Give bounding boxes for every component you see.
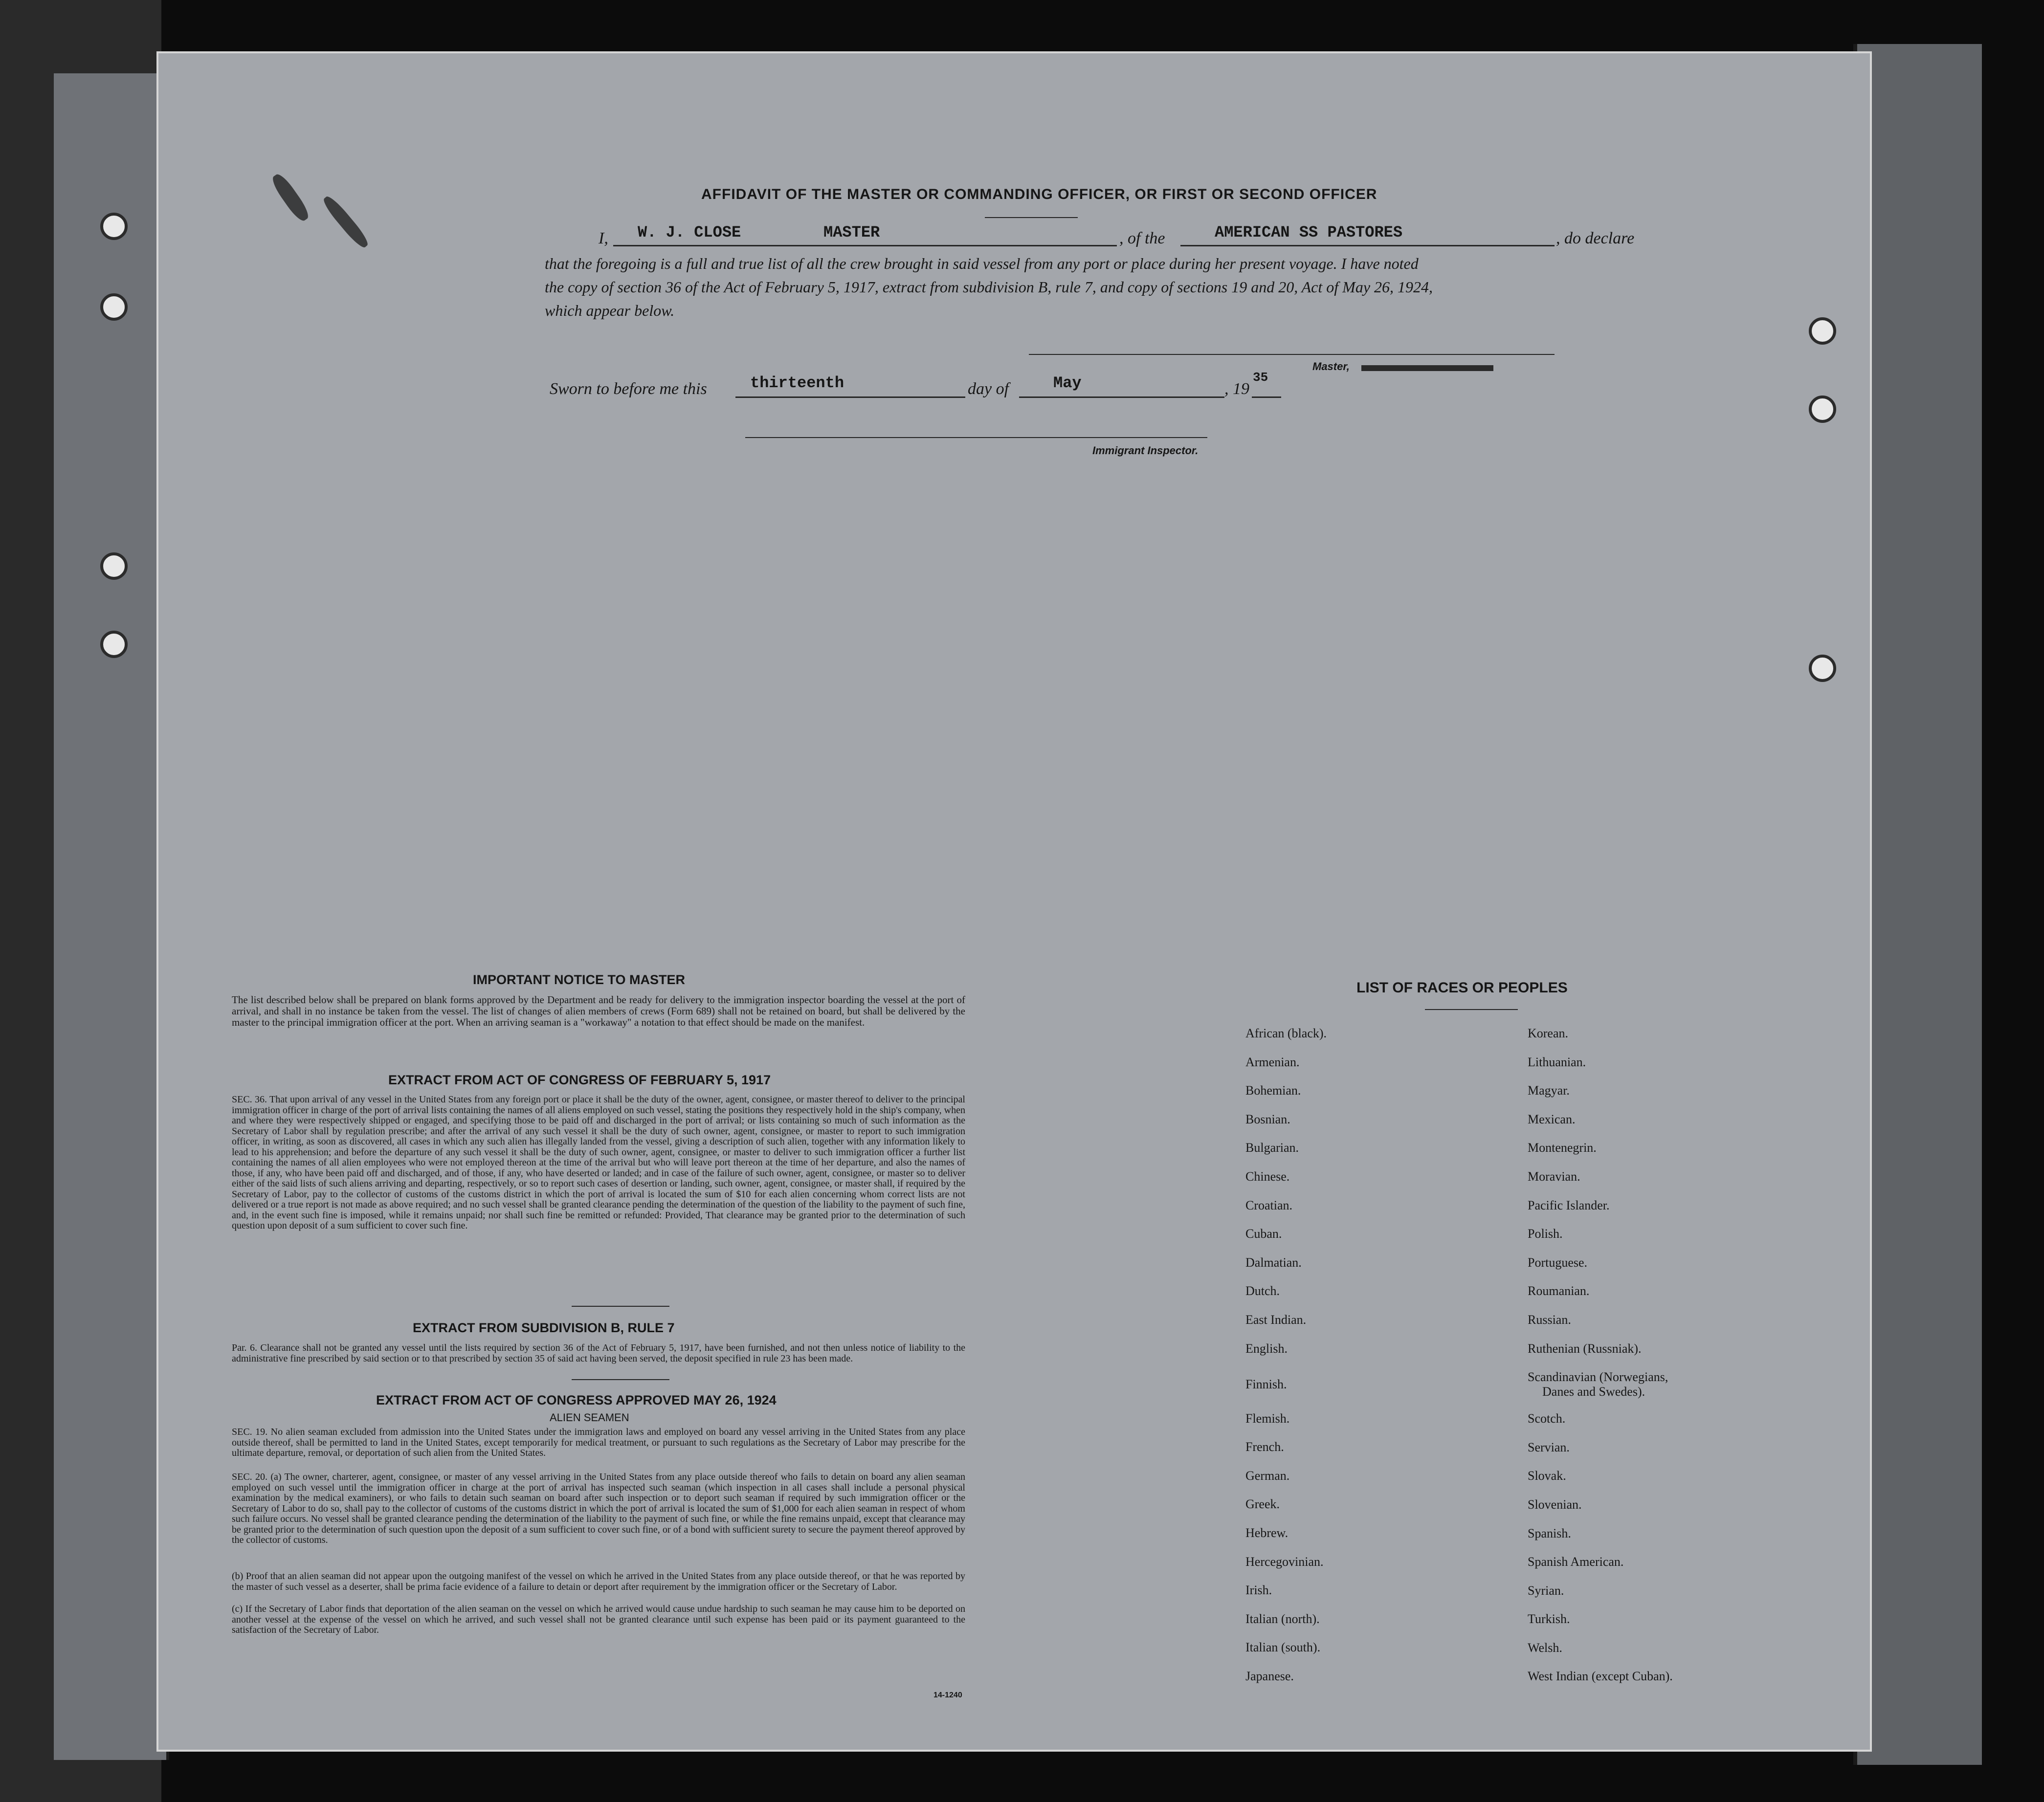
race-item: Bosnian. bbox=[1245, 1112, 1290, 1126]
race-item: Mexican. bbox=[1528, 1112, 1576, 1126]
race-item: Scandinavian (Norwegians, bbox=[1528, 1370, 1668, 1384]
sworn-day-rule bbox=[735, 396, 965, 398]
races-title-rule bbox=[1425, 1009, 1518, 1010]
race-item: Hebrew. bbox=[1245, 1525, 1289, 1540]
race-item: Dalmatian. bbox=[1245, 1255, 1302, 1270]
rule7-text: Par. 6. Clearance shall not be granted any vessel until the lists required by section 36 of the Act of February 5, 1917, have been furnished, and not then unless notice of liability to the administrative fine prescribed by said section or to that prescribed by section 35 of said act having been served, the deposit specified in rule 23 has been made. bbox=[232, 1342, 965, 1364]
extract-1924-sec20a: SEC. 20. (a) The owner, charterer, agent, consignee, or master of any vessel arriving in the United States from any place outside thereof who fails to detain on board any alien seaman employed on such vessel until the immigration officer in charge at the port of arrival has inspected such seaman (which inspection in all cases shall include a personal physical examination by the medical examiners), or who fails to detain such seaman on board after such inspection or to deport such seaman if required by such immigration officer or the Secretary of Labor to do so, shall pay to the collector of customs of the customs district in which the port of arrival is located the sum of $1,000 for each alien seaman in respect of whom such failure occurs. No vessel shall be granted clearance pending the determination of the liability to the payment of such fine, or while the fine remains unpaid, except that clearance may be granted prior to the determination of such question upon the deposit of a sum sufficient to cover such fine, or of a bond with sufficient surety to secure the payment thereof approved by the collector of customs. bbox=[232, 1472, 965, 1545]
inspector-label: Immigrant Inspector. bbox=[1092, 444, 1199, 457]
title-rule bbox=[985, 217, 1078, 218]
race-item: Italian (north). bbox=[1245, 1611, 1320, 1626]
race-item: Portuguese. bbox=[1528, 1255, 1588, 1270]
affidavit-line-2: that the foregoing is a full and true list of all the crew brought in said vessel from any port or place during her present voyage. I have noted bbox=[545, 255, 1419, 272]
race-item: Bulgarian. bbox=[1245, 1141, 1299, 1155]
sworn-label: Sworn to before me this bbox=[550, 380, 707, 398]
races-title: LIST OF RACES OR PEOPLES bbox=[1356, 980, 1568, 996]
affidavit-title: AFFIDAVIT OF THE MASTER OR COMMANDING OFFICER, OR FIRST OR SECOND OFFICER bbox=[701, 186, 1377, 202]
race-item: Italian (south). bbox=[1245, 1640, 1321, 1655]
race-item: Hercegovinian. bbox=[1245, 1554, 1324, 1569]
race-item: Spanish. bbox=[1528, 1526, 1571, 1540]
page-hole bbox=[1809, 396, 1836, 423]
race-item: Korean. bbox=[1528, 1026, 1569, 1040]
page-hole bbox=[1809, 655, 1836, 682]
race-item: Roumanian. bbox=[1528, 1284, 1590, 1298]
section-rule bbox=[572, 1306, 669, 1307]
race-item: Greek. bbox=[1245, 1497, 1280, 1512]
race-item: Moravian. bbox=[1528, 1169, 1580, 1184]
extract-1924-sec20b: (b) Proof that an alien seaman did not appear upon the outgoing manifest of the vessel on which he arrived in the United States from any place outside thereof, or that he was reported by the master of such vessel as a deserter, shall be prima facie evidence of a failure to detain or deport after requirement by the immigration officer or the Secretary of Labor. bbox=[232, 1571, 965, 1592]
extract-1924-subtitle: ALIEN SEAMEN bbox=[550, 1411, 629, 1424]
binder-hole bbox=[100, 631, 128, 658]
race-item: African (black). bbox=[1245, 1026, 1327, 1040]
master-label: Master, bbox=[1312, 360, 1350, 373]
race-item: Chinese. bbox=[1245, 1169, 1290, 1184]
race-item: German. bbox=[1245, 1468, 1290, 1483]
race-item: Magyar. bbox=[1528, 1083, 1570, 1098]
inspector-signature-rule bbox=[745, 437, 1207, 438]
race-item: Cuban. bbox=[1245, 1227, 1282, 1241]
vessel-name: AMERICAN SS PASTORES bbox=[1215, 223, 1403, 242]
document-page bbox=[156, 51, 1872, 1752]
race-item: Danes and Swedes). bbox=[1542, 1384, 1645, 1399]
binder-hole bbox=[100, 293, 128, 321]
race-item: Finnish. bbox=[1245, 1377, 1287, 1391]
races-left-column bbox=[1245, 1026, 1327, 1697]
sworn-month-rule bbox=[1019, 396, 1224, 398]
race-item: Croatian. bbox=[1245, 1198, 1293, 1212]
name-rule bbox=[613, 245, 1117, 246]
races-right-column bbox=[1528, 1026, 1673, 1698]
form-number: 14-1240 bbox=[933, 1691, 962, 1699]
sworn-day: thirteenth bbox=[750, 374, 844, 392]
race-item: Lithuanian. bbox=[1528, 1055, 1586, 1069]
day-of-label: day of bbox=[968, 380, 1009, 398]
extract-1924-title: EXTRACT FROM ACT OF CONGRESS APPROVED MAY 26, 1924 bbox=[376, 1393, 777, 1407]
year-prefix: , 19 bbox=[1224, 380, 1249, 398]
race-item: French. bbox=[1245, 1440, 1284, 1454]
ink-smudge bbox=[269, 171, 312, 223]
extract-1924-sec20c: (c) If the Secretary of Labor finds that deportation of the alien seaman on the vessel on which he arrived would cause undue hardship to such seaman he may cause him to be deported on another vessel at the expense of the vessel on which he arrived, and such vessel shall not be granted clearance until such expense has been paid or its payment guaranteed to the satisfaction of the Secretary of Labor. bbox=[232, 1604, 965, 1635]
race-item: Slovak. bbox=[1528, 1469, 1566, 1483]
race-item: Servian. bbox=[1528, 1440, 1570, 1454]
affidavit-line-3: the copy of section 36 of the Act of February 5, 1917, extract from subdivision B, rule 7, and copy of sections 19 and 20, Act of May 26, 1924, bbox=[545, 278, 1433, 296]
extract-1924-sec19: SEC. 19. No alien seaman excluded from admission into the United States under the immigration laws and employed on board any vessel arriving in the United States from any place outside thereof, shall be permitted to land in the United States, except temporarily for medical treatment, or pursuant to such regulations as the Secretary of Labor may prescribe for the ultimate departure, removal, or deportation of such alien from the United States. bbox=[232, 1427, 965, 1458]
right-binder-strip bbox=[1853, 44, 1982, 1765]
of-the-label: , of the bbox=[1119, 229, 1165, 247]
race-item: Pacific Islander. bbox=[1528, 1198, 1610, 1212]
race-item: Syrian. bbox=[1528, 1583, 1564, 1598]
race-item: English. bbox=[1245, 1341, 1288, 1356]
race-item: Irish. bbox=[1245, 1583, 1272, 1598]
sworn-month: May bbox=[1053, 374, 1082, 392]
race-item: Bohemian. bbox=[1245, 1083, 1301, 1098]
master-name: W. J. CLOSE bbox=[638, 223, 741, 242]
race-item: West Indian (except Cuban). bbox=[1528, 1669, 1673, 1684]
master-signature-rule bbox=[1029, 354, 1555, 355]
race-item: Japanese. bbox=[1245, 1669, 1294, 1683]
race-item: Spanish American. bbox=[1528, 1555, 1624, 1569]
race-item: Ruthenian (Russniak). bbox=[1528, 1341, 1642, 1356]
race-item: Dutch. bbox=[1245, 1284, 1280, 1298]
section-rule bbox=[572, 1379, 669, 1380]
notice-title: IMPORTANT NOTICE TO MASTER bbox=[473, 972, 685, 987]
year-rule bbox=[1252, 396, 1281, 398]
race-item: Russian. bbox=[1528, 1312, 1571, 1327]
race-item: Welsh. bbox=[1528, 1640, 1562, 1655]
page-hole bbox=[1809, 317, 1836, 345]
master-rank: MASTER bbox=[823, 223, 880, 242]
binder-strip bbox=[54, 73, 169, 1760]
notice-text: The list described below shall be prepared on blank forms approved by the Department and be ready for delivery to the immigration inspector boarding the vessel at the port of arrival, and shall in no instance be taken from the vessel. The list of changes of alien members of crews (Form 689) shall not be retained on board, but shall be delivered by the master to the principal immigration officer at the port. When an arriving seaman is a "workaway" a notation to that effect should be made on the manifest. bbox=[232, 994, 965, 1028]
rule7-title: EXTRACT FROM SUBDIVISION B, RULE 7 bbox=[413, 1320, 675, 1335]
ink-smudge bbox=[320, 194, 371, 250]
vessel-rule bbox=[1180, 245, 1555, 246]
race-item: East Indian. bbox=[1245, 1312, 1307, 1327]
do-declare-label: , do declare bbox=[1556, 229, 1635, 247]
race-item: Slovenian. bbox=[1528, 1497, 1582, 1512]
binder-hole bbox=[100, 552, 128, 580]
binder-hole bbox=[100, 213, 128, 240]
extract-1917-text: SEC. 36. That upon arrival of any vessel in the United States from any foreign port or place it shall be the duty of the owner, agent, consignee, or master thereof to deliver to the principal immigration officer in charge of the port of arrival lists containing the names of all aliens employed on such vessel, stating the positions they respectively hold in the ship's company, when and where they were respectively shipped or engaged, and specifying those to be paid off and discharged in the port of arrival; or lists containing so much of such information as the Secretary of Labor shall by regulation prescribe; and after the arrival of any such vessel it shall be the duty of such owner, agent, consignee, or master to report to such immigration officer, in writing, as soon as discovered, all cases in which any such alien has illegally landed from the vessel, giving a description of such alien, together with any information likely to lead to his apprehension; and before the departure of any such vessel it shall be the duty of such owner, agent, consignee, or master to deliver to such immigration officer a further list containing the names of all alien employees who were not employed thereon at the time of the arrival but who will leave port thereon at the time of her departure, and also the names of those, if any, who have been paid off and discharged, and of those, if any, who have deserted or landed; and in case of the failure of such owner, agent, consignee, or master so to deliver either of the said lists of such aliens arriving and departing, respectively, or so to report such cases of desertion or landing, such owner, agent, consignee, or master shall, if required by the Secretary of Labor, pay to the collector of customs of the customs district in which the port of arrival is located the sum of $10 for each alien concerning whom correct lists are not delivered or a true report is not made as above required; and no such vessel shall be granted clearance pending the determination of the question of the liability to the payment of such fine, and, in the event such fine is imposed, while it remains unpaid; nor shall such fine be remitted or refunded: Provided, That clearance may be granted prior to the determination of such question upon deposit of a sum sufficient to cover such fine. bbox=[232, 1094, 965, 1231]
race-item: Polish. bbox=[1528, 1227, 1563, 1241]
year-suffix: 35 bbox=[1253, 370, 1268, 385]
race-item: Montenegrin. bbox=[1528, 1141, 1597, 1155]
race-item: Scotch. bbox=[1528, 1411, 1566, 1426]
affidavit-i: I, bbox=[599, 229, 608, 247]
extract-1917-title: EXTRACT FROM ACT OF CONGRESS OF FEBRUARY 5, 1917 bbox=[388, 1073, 771, 1087]
race-item: Armenian. bbox=[1245, 1055, 1300, 1069]
race-item: Turkish. bbox=[1528, 1612, 1570, 1626]
race-item: Flemish. bbox=[1245, 1411, 1290, 1426]
affidavit-line-4: which appear below. bbox=[545, 302, 675, 319]
struck-text bbox=[1361, 365, 1493, 371]
